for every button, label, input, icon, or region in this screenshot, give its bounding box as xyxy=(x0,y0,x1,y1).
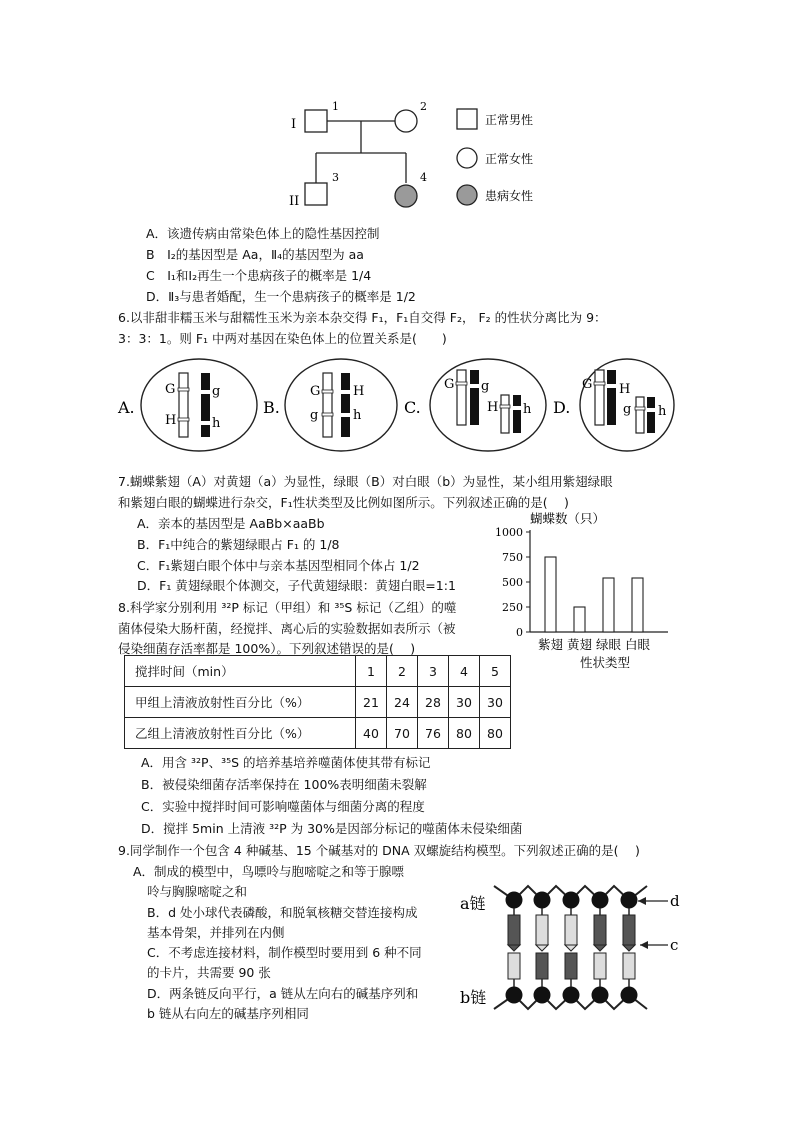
dna-ball xyxy=(563,892,580,909)
q7-stem-line2: 和紫翅白眼的蝴蝶进行杂交，F₁性状类型及比例如图所示。下列叙述正确的是( ) xyxy=(118,495,569,510)
q9-option-a-line2: 呤与胸腺嘧啶之和 xyxy=(147,884,248,899)
q6-b-gene-h: h xyxy=(353,408,362,423)
dna-label-c: c xyxy=(670,936,679,954)
dna-base-card xyxy=(536,953,548,979)
q9-option-d-line1: D．两条链反向平行，a 链从左向右的碱基序列和 xyxy=(147,986,419,1001)
q6-c-gene-h: h xyxy=(523,402,532,417)
legend-female-symbol xyxy=(457,148,477,168)
dna-base-card xyxy=(508,915,520,945)
individual-I2-female xyxy=(395,110,417,132)
q6-a-chrom-black xyxy=(201,373,210,437)
q6-c-chrom-white-short xyxy=(501,395,509,433)
chart-bar xyxy=(574,607,585,632)
table-cell: 28 xyxy=(418,687,449,718)
q5-option-b: B Ⅰ₂的基因型是 Aa，Ⅱ₄的基因型为 aa xyxy=(146,247,364,262)
q6-b-gene-g: g xyxy=(310,408,319,423)
table-cell: 4 xyxy=(449,656,480,687)
q6-label-b: B. xyxy=(263,398,280,417)
dna-ball xyxy=(534,892,551,909)
dna-base-card xyxy=(623,915,635,945)
q8-option-b: B．被侵染细菌存活率保持在 100%表明细菌未裂解 xyxy=(141,777,427,792)
q6-d-gene-G: G xyxy=(582,377,593,392)
table-cell: 80 xyxy=(480,718,511,749)
gen-label-1: I xyxy=(291,117,297,132)
table-cell: 甲组上清液放射性百分比（%） xyxy=(125,687,356,718)
table-cell: 2 xyxy=(387,656,418,687)
table-cell: 3 xyxy=(418,656,449,687)
q6-b-band4 xyxy=(341,413,350,417)
dna-base-card xyxy=(594,953,606,979)
q6-d-chrom-white-long xyxy=(595,370,604,425)
legend-affected-symbol xyxy=(457,185,477,205)
dna-ball xyxy=(592,892,609,909)
legend-male-label: 正常男性 xyxy=(485,113,534,127)
chart-category-label: 白眼 xyxy=(624,637,651,652)
ind-num-1: 1 xyxy=(332,100,339,113)
individual-II3-male xyxy=(305,183,327,205)
q6-a-gene-g: g xyxy=(212,384,221,399)
table-cell: 30 xyxy=(449,687,480,718)
q6-stem-line2: 3：3：1。则 F₁ 中两对基因在染色体上的位置关系是( ) xyxy=(118,331,447,346)
q6-d-band4 xyxy=(647,408,655,412)
q6-a-gene-G: G xyxy=(165,382,176,397)
dna-base-card xyxy=(623,953,635,979)
chart-y-tick-label: 750 xyxy=(502,551,523,564)
q5-option-c: C Ⅰ₁和Ⅰ₂再生一个患病孩子的概率是 1/4 xyxy=(146,268,372,283)
q6-label-c: C. xyxy=(404,398,421,417)
dna-ball xyxy=(621,987,638,1004)
q8-option-d: D．搅拌 5min 上清液 ³²P 为 30%是因部分标记的噬菌体未侵染细菌 xyxy=(141,821,523,836)
chart-category-label: 紫翅 xyxy=(537,637,564,652)
chart-y-tick-label: 250 xyxy=(502,601,523,614)
q6-a-chrom-white xyxy=(179,373,188,437)
dna-model-figure xyxy=(458,865,688,1030)
dna-ball xyxy=(506,987,523,1004)
q9-option-d-line2: b 链从右向左的碱基序列相同 xyxy=(147,1006,309,1021)
dna-arrowhead-c xyxy=(640,941,648,949)
ind-num-2: 2 xyxy=(420,100,427,113)
dna-ball xyxy=(592,987,609,1004)
q6-b-chrom-white xyxy=(323,373,332,437)
q6-a-band2 xyxy=(178,418,189,421)
q6-b-band2 xyxy=(322,413,333,416)
table-cell: 5 xyxy=(480,656,511,687)
dna-base-card xyxy=(565,915,577,945)
dna-base-notch xyxy=(508,945,520,951)
chart-category-label: 绿眼 xyxy=(595,637,622,652)
individual-I1-male xyxy=(305,110,327,132)
q6-label-a: A. xyxy=(118,398,135,417)
dna-arrowhead-d xyxy=(638,897,646,905)
butterfly-bar-chart xyxy=(488,510,688,672)
dna-ball xyxy=(534,987,551,1004)
gen-label-2: II xyxy=(289,194,300,209)
chart-bar xyxy=(632,578,643,632)
q6-a-band1 xyxy=(178,388,189,391)
table-cell: 搅拌时间（min） xyxy=(125,656,356,687)
dna-chain-a-label: a链 xyxy=(460,894,486,913)
dna-ball xyxy=(621,892,638,909)
q6-b-band3 xyxy=(341,390,350,394)
table-cell: 70 xyxy=(387,718,418,749)
dna-chain-b-label: b链 xyxy=(460,988,487,1007)
table-cell: 乙组上清液放射性百分比（%） xyxy=(125,718,356,749)
dna-ball xyxy=(563,987,580,1004)
q7-option-b: B．F₁中纯合的紫翅绿眼占 F₁ 的 1/8 xyxy=(137,537,340,552)
dna-base-notch xyxy=(594,945,606,951)
q9-option-b-line1: B．d 处小球代表磷酸，和脱氧核糖交替连接构成 xyxy=(147,905,418,920)
ind-num-3: 3 xyxy=(332,171,339,184)
chart-x-label: 性状类型 xyxy=(580,655,631,670)
q7-option-c: C．F₁紫翅白眼个体中与亲本基因型相同个体占 1/2 xyxy=(137,558,420,573)
table-cell: 21 xyxy=(356,687,387,718)
q6-c-band2 xyxy=(470,384,479,388)
q6-d-gene-g: g xyxy=(623,402,632,417)
q9-stem: 9.同学制作一个包含 4 种碱基、15 个碱基对的 DNA 双螺旋结构模型。下列叙述正确的是( ) xyxy=(118,843,640,858)
dna-label-d: d xyxy=(670,892,680,910)
dna-ball xyxy=(506,892,523,909)
dna-base-notch xyxy=(565,945,577,951)
dna-base-card xyxy=(594,915,606,945)
table-cell: 40 xyxy=(356,718,387,749)
dna-base-card xyxy=(508,953,520,979)
q7-option-d: D．F₁ 黄翅绿眼个体测交，子代黄翅绿眼：黄翅白眼=1:1 xyxy=(137,578,456,593)
q8-stem-line2: 菌体侵染大肠杆菌，经搅拌、离心后的实验数据如表所示（被 xyxy=(118,621,456,636)
q6-cell-a xyxy=(141,359,257,451)
chart-y-tick-label: 0 xyxy=(516,626,523,639)
q9-option-b-line2: 基本骨架，并排列在内侧 xyxy=(147,925,285,940)
q6-d-band3 xyxy=(635,407,645,410)
q6-b-band1 xyxy=(322,390,333,393)
legend-male-symbol xyxy=(457,109,477,129)
q6-c-gene-G: G xyxy=(444,377,455,392)
q6-b-gene-H: H xyxy=(353,384,365,399)
legend-affected-label: 患病女性 xyxy=(485,189,534,203)
chart-y-label: 蝴蝶数（只） xyxy=(530,511,606,526)
chart-y-tick-label: 1000 xyxy=(495,526,523,539)
q8-stem-line3: 侵染细菌存活率都是 100%）。下列叙述错误的是( ) xyxy=(118,641,416,656)
q8-option-c: C．实验中搅拌时间可影响噬菌体与细菌分离的程度 xyxy=(141,799,425,814)
q6-d-gene-H: H xyxy=(619,382,631,397)
q6-d-band2 xyxy=(607,384,616,388)
q9-option-a-line1: A．制成的模型中，鸟嘌呤与胞嘧啶之和等于腺嘌 xyxy=(133,864,405,879)
q6-a-gene-h: h xyxy=(212,416,221,431)
q6-c-chrom-black-long xyxy=(470,370,479,425)
q6-b-gene-G: G xyxy=(310,384,321,399)
q8-data-table xyxy=(124,655,511,749)
q6-c-gene-H: H xyxy=(487,400,499,415)
q9-option-c-line2: 的卡片，共需要 90 张 xyxy=(147,965,271,980)
q6-c-band4 xyxy=(513,406,521,410)
ind-num-4: 4 xyxy=(420,171,427,184)
q7-option-a: A．亲本的基因型是 AaBb×aaBb xyxy=(137,516,325,531)
q6-chromosome-figure xyxy=(115,355,675,457)
table-cell: 24 xyxy=(387,687,418,718)
table-cell: 30 xyxy=(480,687,511,718)
q6-a-band4 xyxy=(201,421,210,425)
q6-c-band3 xyxy=(500,405,510,408)
q6-d-band1 xyxy=(594,382,605,385)
table-cell: 80 xyxy=(449,718,480,749)
q8-option-a: A．用含 ³²P、³⁵S 的培养基培养噬菌体使其带有标记 xyxy=(141,755,431,770)
dna-base-notch xyxy=(536,945,548,951)
dna-base-card xyxy=(565,953,577,979)
legend-female-label: 正常女性 xyxy=(485,152,534,166)
q6-c-chrom-black-short xyxy=(513,395,521,433)
chart-y-tick-label: 500 xyxy=(502,576,523,589)
table-header-row xyxy=(125,656,511,687)
q6-b-chrom-black xyxy=(341,373,350,437)
dna-base-card xyxy=(536,915,548,945)
q6-stem-line1: 6.以非甜非糯玉米与甜糯性玉米为亲本杂交得 F₁，F₁自交得 F₂， F₂ 的性状分离比为 9： xyxy=(118,310,607,325)
individual-II4-affected-female xyxy=(395,185,417,207)
q6-c-gene-g: g xyxy=(481,379,490,394)
q6-d-chrom-black-short xyxy=(647,397,655,433)
q6-c-chrom-white-long xyxy=(457,370,466,425)
dna-base-notch xyxy=(623,945,635,951)
table-row xyxy=(125,718,511,749)
q6-a-gene-H: H xyxy=(165,413,177,428)
table-cell: 76 xyxy=(418,718,449,749)
chart-category-label: 黄翅 xyxy=(566,637,593,652)
q5-option-a: A．该遗传病由常染色体上的隐性基因控制 xyxy=(146,226,380,241)
pedigree-figure xyxy=(280,95,550,220)
table-row xyxy=(125,687,511,718)
q6-d-chrom-black-long xyxy=(607,370,616,425)
q5-option-d: D．Ⅱ₃与患者婚配，生一个患病孩子的概率是 1/2 xyxy=(146,289,416,304)
q6-a-band3 xyxy=(201,390,210,394)
q6-d-gene-h: h xyxy=(658,404,667,419)
table-cell: 1 xyxy=(356,656,387,687)
q9-option-c-line1: C．不考虑连接材料，制作模型时要用到 6 种不同 xyxy=(147,945,422,960)
q7-stem-line1: 7.蝴蝶紫翅（A）对黄翅（a）为显性，绿眼（B）对白眼（b）为显性，某小组用紫翅绿眼 xyxy=(118,474,613,489)
chart-bar xyxy=(545,557,556,632)
q6-label-d: D. xyxy=(553,398,571,417)
q6-d-chrom-white-short xyxy=(636,397,644,433)
q6-c-band1 xyxy=(456,382,467,385)
q8-stem-line1: 8.科学家分别利用 ³²P 标记（甲组）和 ³⁵S 标记（乙组）的噬 xyxy=(118,600,457,615)
chart-bar xyxy=(603,578,614,632)
